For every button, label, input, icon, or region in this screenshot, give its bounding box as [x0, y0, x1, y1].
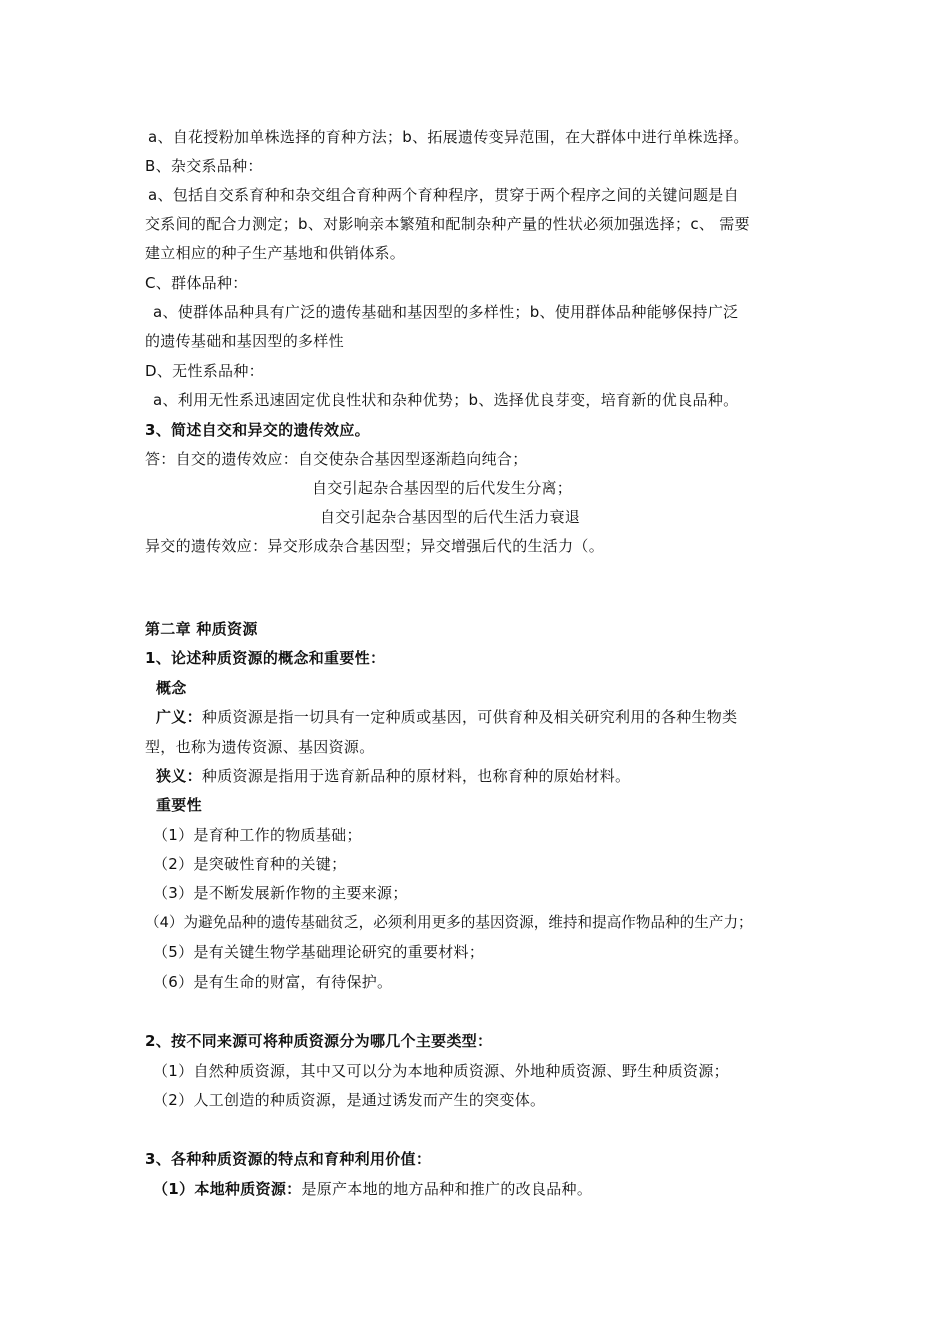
- answer-line: 异交的遗传效应：异交形成杂合基因型；异交增强后代的生活力（。: [145, 537, 605, 555]
- text-line: a、包括自交系育种和杂交组合育种两个育种程序，贯穿于两个程序之间的关键问题是自: [148, 186, 739, 204]
- term-definition: 是原产本地的地方品种和推广的改良品种。: [301, 1180, 593, 1198]
- term-label: 狭义：: [156, 767, 202, 785]
- list-item: （2）人工创造的种质资源，是通过诱发而产生的突变体。: [153, 1091, 546, 1109]
- subheading-concept: 概念: [156, 679, 187, 697]
- list-item: （6）是有生命的财富，有待保护。: [153, 973, 393, 991]
- section-heading-b: B、杂交系品种：: [145, 157, 263, 175]
- text-line: 交系间的配合力测定；b、对影响亲本繁殖和配制杂种产量的性状必须加强选择；c、 需要: [145, 215, 750, 233]
- term-label: （1）本地种质资源：: [153, 1180, 302, 1198]
- question-heading: 3、简述自交和异交的遗传效应。: [145, 421, 370, 439]
- question-heading: 1、论述种质资源的概念和重要性：: [145, 649, 386, 667]
- section-heading-d: D、无性系品种：: [145, 362, 264, 380]
- text-line: [153, 1179, 592, 1199]
- text-line: a、使群体品种具有广泛的遗传基础和基因型的多样性；b、使用群体品种能够保持广泛: [153, 303, 739, 321]
- list-item: （5）是有关键生物学基础理论研究的重要材料；: [153, 943, 485, 961]
- question-heading: 2、按不同来源可将种质资源分为哪几个主要类型：: [145, 1032, 493, 1050]
- answer-line: 自交引起杂合基因型的后代发生分离；: [312, 479, 573, 497]
- text-line: [156, 766, 630, 786]
- subheading-importance: 重要性: [156, 796, 202, 814]
- text-line: a、自花授粉加单株选择的育种方法；b、拓展遗传变异范围，在大群体中进行单株选择。: [148, 128, 749, 146]
- question-heading: 3、各种种质资源的特点和育种利用价值：: [145, 1150, 432, 1168]
- list-item: （1）是育种工作的物质基础；: [153, 826, 362, 844]
- text-line: 型，也称为遗传资源、基因资源。: [145, 738, 375, 756]
- term-label: 广义：: [156, 708, 202, 726]
- chapter-title: 第二章 种质资源: [145, 620, 258, 638]
- answer-line: 答：自交的遗传效应：自交使杂合基因型逐渐趋向纯合；: [145, 450, 528, 468]
- answer-line: 自交引起杂合基因型的后代生活力衰退: [320, 508, 581, 526]
- section-heading-c: C、群体品种：: [145, 274, 248, 292]
- text-line: 的遗传基础和基因型的多样性: [145, 332, 344, 350]
- list-item: （4）为避免品种的遗传基础贫乏，必须利用更多的基因资源，维持和提高作物品种的生产力；: [145, 914, 753, 931]
- list-item: （1）自然种质资源，其中又可以分为本地种质资源、外地种质资源、野生种质资源；: [153, 1062, 729, 1080]
- text-line: a、利用无性系迅速固定优良性状和杂种优势；b、选择优良芽变，培育新的优良品种。: [153, 391, 739, 409]
- list-item: （2）是突破性育种的关键；: [153, 855, 347, 873]
- term-definition: 种质资源是指一切具有一定种质或基因，可供育种及相关研究利用的各种生物类: [201, 708, 738, 726]
- text-line: [156, 707, 737, 727]
- text-line: 建立相应的种子生产基地和供销体系。: [145, 244, 406, 262]
- term-definition: 种质资源是指用于选育新品种的原材料，也称育种的原始材料。: [201, 767, 631, 785]
- list-item: （3）是不断发展新作物的主要来源；: [153, 884, 408, 902]
